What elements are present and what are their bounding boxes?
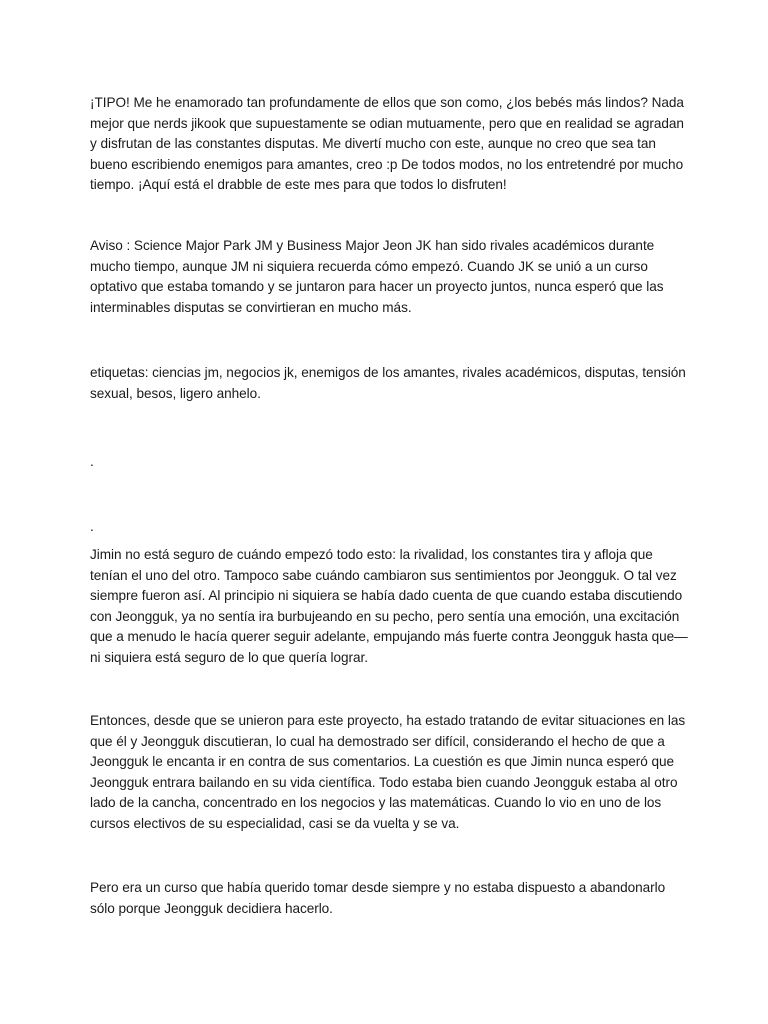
tags-paragraph: etiquetas: ciencias jm, negocios jk, enemigos de los amantes, rivales académicos, disputas, tensión sexual, besos, ligero anhelo. xyxy=(90,365,686,401)
story-paragraph: Pero era un curso que había querido tomar desde siempre y no estaba dispuesto a abandonarlo sólo porque Jeongguk decidiera hacerlo. xyxy=(90,880,666,916)
story-paragraph: Entonces, desde que se unieron para este proyecto, ha estado tratando de evitar situaciones en las que él y Jeongguk discutieran, lo cual ha demostrado ser difícil, considerando el hecho de que a Jeongguk le encanta ir en contra de sus comentarios. La cuestión es que Jimin nunca esperó que Jeongguk entrara bailando en su vida científica. Todo estaba bien cuando Jeongguk estaba al otro lado de la cancha, concentrado en los negocios y las matemáticas. Cuando lo vio en uno de los cursos electivos de su especialidad, casi se da vuelta y se va. xyxy=(90,713,686,831)
intro-paragraph: ¡TIPO! Me he enamorado tan profundamente de ellos que son como, ¿los bebés más lindos? Nada mejor que nerds jikook que supuestamente se odian mutuamente, pero que en realidad se agradan y disfrutan de las constantes disputas. Me divertí mucho con este, aunque no creo que sea tan bueno escribiendo enemigos para amantes, creo :p De todos modos, no los entretendré por mucho tiempo. ¡Aquí está el drabble de este mes para que todos lo disfruten! xyxy=(90,95,684,193)
section-separator: . xyxy=(90,519,94,534)
story-paragraph: Jimin no está seguro de cuándo empezó todo esto: la rivalidad, los constantes tira y afloja que tenían el uno del otro. Tampoco sabe cuándo cambiaron sus sentimientos por Jeongguk. O tal vez siempre fueron así. Al principio ni siquiera se había dado cuenta de que cuando estaba discutiendo con Jeongguk, ya no sentía ira burbujeando en su pecho, pero sentía una emoción, una excitación que a menudo le hacía querer seguir adelante, empujando más fuerte contra Jeongguk hasta que— ni siquiera está seguro de lo que quería lograr. xyxy=(90,547,688,665)
section-separator: . xyxy=(90,454,94,469)
aviso-paragraph: Aviso : Science Major Park JM y Business Major Jeon JK han sido rivales académicos durante mucho tiempo, aunque JM ni siquiera recuerda cómo empezó. Cuando JK se unió a un curso optativo que estaba tomando y se juntaron para hacer un proyecto juntos, nunca esperó que las interminables disputas se convirtieran en mucho más. xyxy=(90,238,664,315)
